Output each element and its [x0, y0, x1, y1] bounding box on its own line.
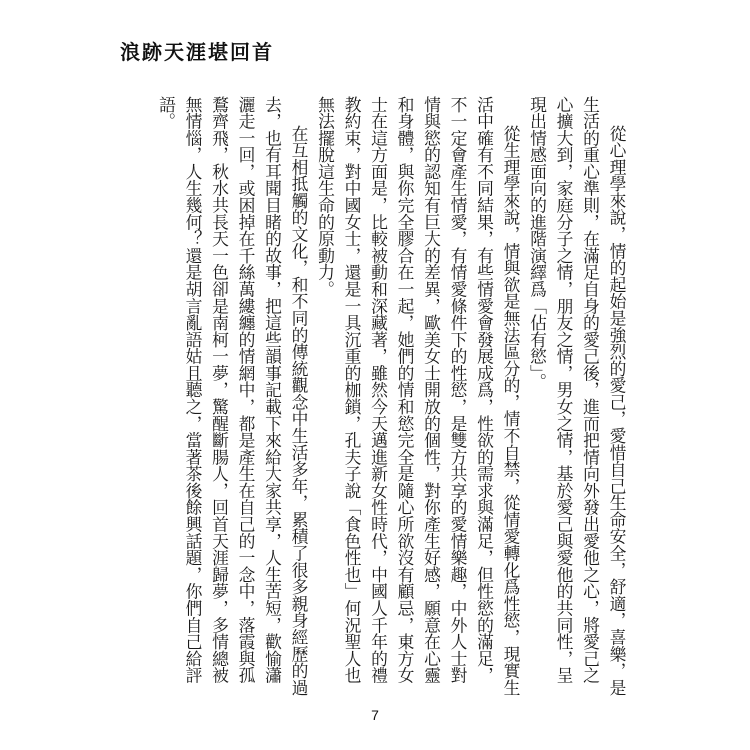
paragraph-1: 從心理學來說，情的起始是強烈的愛己，愛惜自己生命安全，舒適，喜樂，是生活的重心準則，在滿足自身的愛己後，進而把情向外發出愛他之心，將愛己之心擴大到，家庭分子之情，朋友之情，男女之情，基於愛己與愛他的共同性，呈現出情感面向的進階演繹爲「佔有慾」。 — [527, 96, 627, 696]
paragraph-2: 從生理學來說，情與欲是無法區分的，情不自禁，從情愛轉化爲性慾，現實生活中確有不同結果，有些情愛會發展成爲，性欲的需求與滿足，但性慾的滿足，不一定會產生情愛，有情愛條件下的性慾，是雙方共享的愛情樂趣，中外人士對情與慾的認知有巨大的差異，歐美女士開放的個性，對你產生好感，願意在心靈和身體，與你完全膠合在一起，她們的情和慾完全是隨心所欲沒有顧忌，東方女士在這方面是，比較被動和深藏著，雖然今天邁進新女性時代，中國人千年的禮教約束，對中國女士，還是一具沉重的枷鎖，孔夫子說「食色性也」何況聖人也無法擺脫這生命的原動力。 — [315, 96, 521, 696]
body-text — [153, 96, 630, 696]
paragraph-3: 在互相抵觸的文化，和不同的傳統觀念中生活多年，累積了很多親身經歷的過去，也有耳聞目睹的故事，把這些韻事記載下來給大家共享，人生苦短，歡愉瀟灑走一回，或困掉在千絲萬縷纏的情網中，都是產生在自己的一念中，落霞與孤鶩齊飛，秋水共長天一色卻是南柯一夢，驚醒斷腸人，回首天涯歸夢，多情總被無情惱，人生幾何？還是胡言亂語姑且聽之，當著茶後餘興話題，你們自己給評語。 — [156, 96, 309, 696]
page-number: 7 — [371, 707, 379, 723]
page-title: 浪跡天涯堪回首 — [120, 40, 274, 64]
